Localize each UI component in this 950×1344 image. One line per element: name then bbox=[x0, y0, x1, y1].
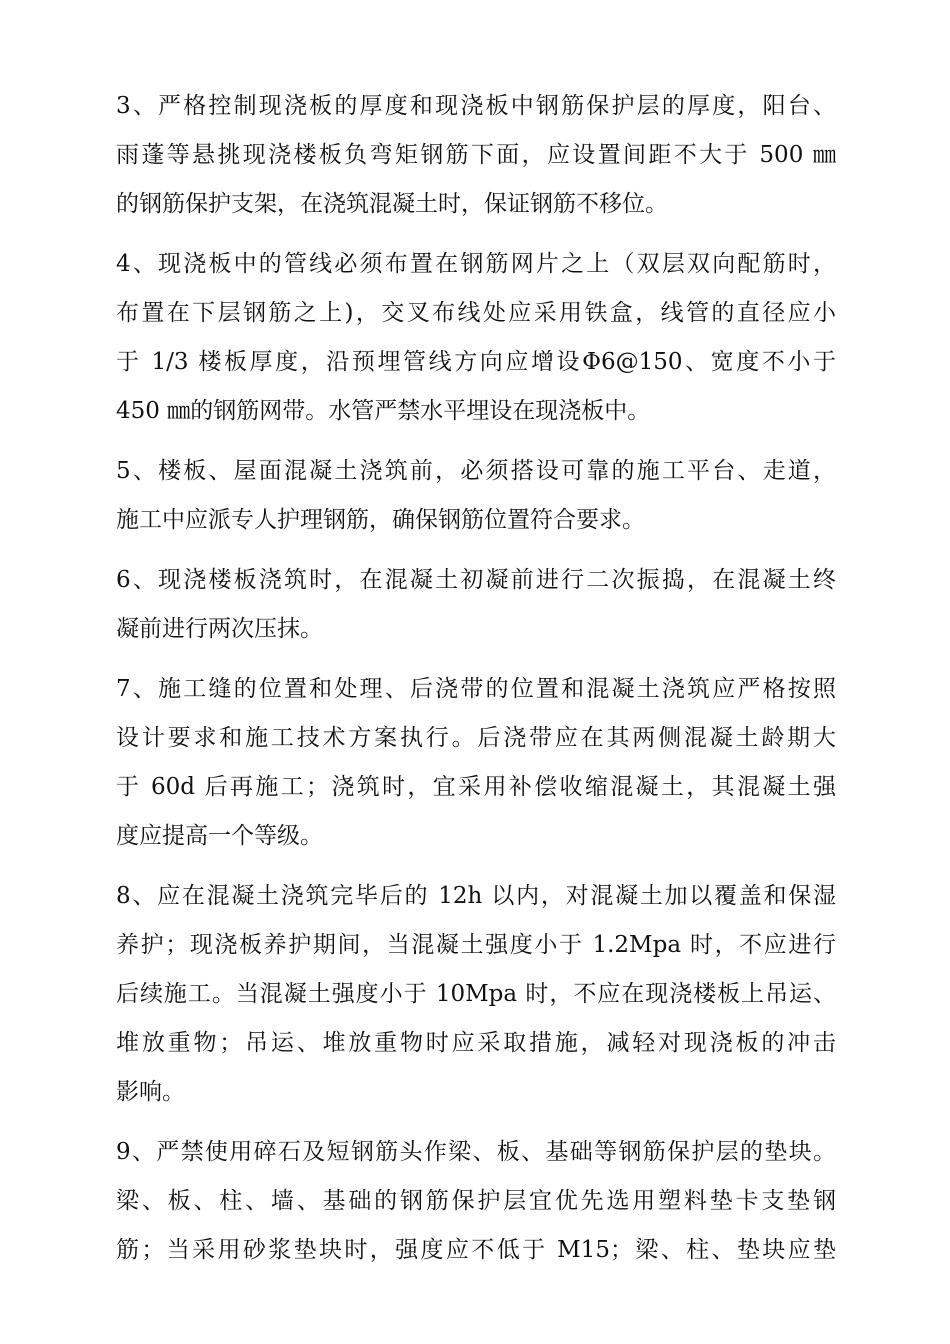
text-line: 度应提高一个等级。 bbox=[116, 823, 323, 849]
paragraph-item-8 bbox=[116, 872, 836, 1117]
paragraph-item-5 bbox=[116, 447, 836, 545]
text-line: 影响。 bbox=[116, 1079, 185, 1105]
text-line: 6、现浇楼板浇筑时，在混凝土初凝前进行二次振捣，在混凝土终 bbox=[116, 567, 836, 593]
text-line: 凝前进行两次压抹。 bbox=[116, 616, 323, 642]
text-line: 3、严格控制现浇板的厚度和现浇板中钢筋保护层的厚度，阳台、 bbox=[116, 93, 836, 119]
text-line: 的钢筋保护支架，在浇筑混凝土时，保证钢筋不移位。 bbox=[116, 191, 668, 217]
text-line: 设计要求和施工技术方案执行。后浇带应在其两侧混凝土龄期大 bbox=[116, 725, 836, 751]
text-line: 9、严禁使用碎石及短钢筋头作梁、板、基础等钢筋保护层的垫块。 bbox=[116, 1139, 836, 1165]
paragraph-item-3 bbox=[116, 82, 836, 229]
text-line: 7、施工缝的位置和处理、后浇带的位置和混凝土浇筑应严格按照 bbox=[116, 676, 836, 702]
text-line: 于 60d 后再施工；浇筑时，宜采用补偿收缩混凝土，其混凝土强 bbox=[116, 774, 836, 800]
text-line: 养护；现浇板养护期间，当混凝土强度小于 1.2Mpa 时，不应进行 bbox=[116, 932, 836, 958]
document-body bbox=[116, 82, 836, 1286]
paragraph-item-6 bbox=[116, 556, 836, 654]
text-line: 筋；当采用砂浆垫块时，强度应不低于 M15；梁、柱、垫块应垫 bbox=[116, 1237, 836, 1263]
text-line: 8、应在混凝土浇筑完毕后的 12h 以内，对混凝土加以覆盖和保湿 bbox=[116, 883, 836, 909]
text-line: 后续施工。当混凝土强度小于 10Mpa 时，不应在现浇楼板上吊运、 bbox=[116, 981, 836, 1007]
paragraph-item-9 bbox=[116, 1128, 836, 1275]
text-line: 450 ㎜的钢筋网带。水管严禁水平埋设在现浇板中。 bbox=[116, 398, 651, 424]
text-line: 4、现浇板中的管线必须布置在钢筋网片之上（双层双向配筋时， bbox=[116, 251, 836, 277]
text-line: 5、楼板、屋面混凝土浇筑前，必须搭设可靠的施工平台、走道， bbox=[116, 458, 836, 484]
text-line: 堆放重物；吊运、堆放重物时应采取措施，减轻对现浇板的冲击 bbox=[116, 1030, 836, 1056]
paragraph-item-7 bbox=[116, 665, 836, 861]
text-line: 雨蓬等悬挑现浇楼板负弯矩钢筋下面，应设置间距不大于 500 ㎜ bbox=[116, 142, 836, 168]
text-line: 于 1/3 楼板厚度，沿预埋管线方向应增设Φ6@150、宽度不小于 bbox=[116, 349, 836, 375]
text-line: 布置在下层钢筋之上)，交叉布线处应采用铁盒，线管的直径应小 bbox=[116, 300, 836, 326]
text-line: 施工中应派专人护理钢筋，确保钢筋位置符合要求。 bbox=[116, 507, 645, 533]
text-line: 梁、板、柱、墙、基础的钢筋保护层宜优先选用塑料垫卡支垫钢 bbox=[116, 1188, 836, 1214]
paragraph-item-4 bbox=[116, 240, 836, 436]
